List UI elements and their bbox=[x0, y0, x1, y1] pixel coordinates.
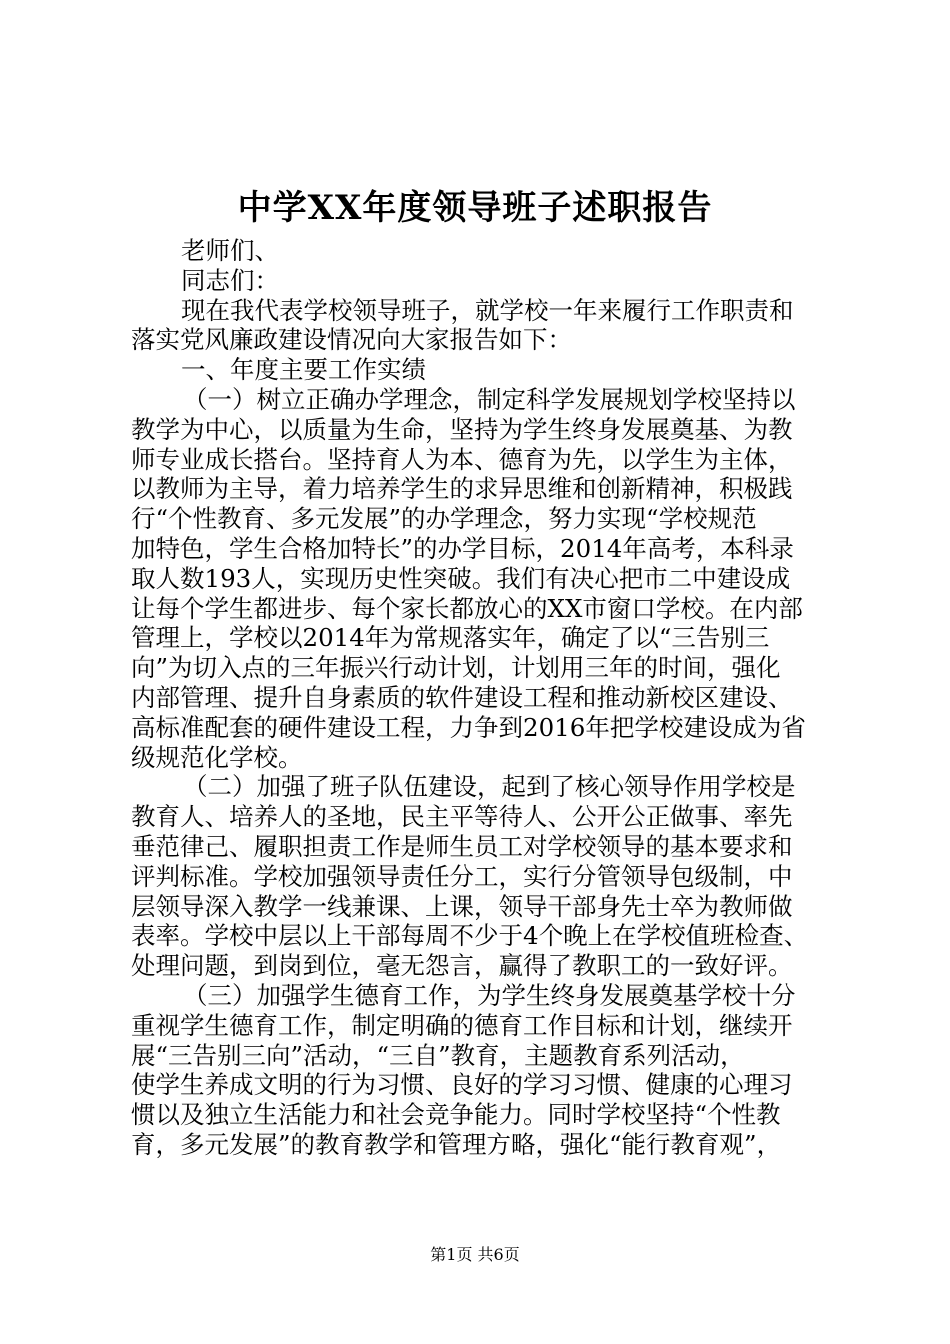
paragraph-line: 惯以及独立生活能力和社会竞争能力。同时学校坚持“个性教 bbox=[131, 1100, 781, 1130]
paragraph-line: 加特色，学生合格加特长”的办学目标，2014年高考，本科录 bbox=[131, 533, 794, 563]
paragraph-line: 表率。学校中层以上干部每周不少于4个晚上在学校值班检查、 bbox=[131, 921, 809, 951]
paragraph-line: 评判标准。学校加强领导责任分工，实行分管领导包级制，中 bbox=[131, 861, 793, 891]
document-body bbox=[131, 236, 831, 1160]
paragraph-line: 教育人、培养人的圣地，民主平等待人、公开公正做事、率先 bbox=[131, 802, 793, 832]
salutation-line: 老师们、 bbox=[181, 236, 279, 265]
paragraph-line: 取人数193人，实现历史性突破。我们有决心把市二中建设成 bbox=[131, 563, 791, 593]
paragraph-line: 级规范化学校。 bbox=[131, 742, 303, 772]
paragraph-line: 落实党风廉政建设情况向大家报告如下： bbox=[131, 325, 572, 355]
paragraph-line: 教学为中心，以质量为生命，坚持为学生终身发展奠基、为教 bbox=[131, 414, 793, 444]
paragraph-line: 现在我代表学校领导班子，就学校一年来履行工作职责和 bbox=[181, 295, 794, 325]
paragraph-line: （三）加强学生德育工作，为学生终身发展奠基学校十分 bbox=[183, 980, 796, 1010]
paragraph-line: 高标准配套的硬件建设工程，力争到2016年把学校建设成为省 bbox=[131, 712, 806, 742]
page-footer: 第1页 共6页 bbox=[430, 1245, 520, 1264]
paragraph-line: 管理上，学校以2014年为常规落实年，确定了以“三告别三 bbox=[131, 623, 770, 653]
section-heading: 一、年度主要工作实绩 bbox=[181, 355, 426, 385]
paragraph-line: 育，多元发展”的教育教学和管理方略，强化“能行教育观”， bbox=[131, 1129, 782, 1159]
paragraph-line: 向”为切入点的三年振兴行动计划，计划用三年的时间，强化 bbox=[131, 653, 781, 683]
paragraph-line: 处理问题，到岗到位，毫无怨言，赢得了教职工的一致好评。 bbox=[131, 951, 793, 981]
paragraph-line: 行“个性教育、多元发展”的办学理念，努力实现“学校规范 bbox=[131, 504, 757, 534]
paragraph-line: 以教师为主导，着力培养学生的求异思维和创新精神，积极践 bbox=[131, 474, 793, 504]
paragraph-line: 使学生养成文明的行为习惯、良好的学习习惯、健康的心理习 bbox=[131, 1070, 793, 1100]
paragraph-line: 重视学生德育工作，制定明确的德育工作目标和计划，继续开 bbox=[131, 1010, 793, 1040]
document-title: 中学XX年度领导班子述职报告 bbox=[237, 188, 713, 228]
paragraph-line: （一）树立正确办学理念，制定科学发展规划学校坚持以 bbox=[183, 384, 796, 414]
paragraph-line: 师专业成长搭台。坚持育人为本、德育为先，以学生为主体， bbox=[131, 444, 793, 474]
paragraph-line: 垂范律己、履职担责工作是师生员工对学校领导的基本要求和 bbox=[131, 831, 793, 861]
paragraph-line: 层领导深入教学一线兼课、上课，领导干部身先士卒为教师做 bbox=[131, 891, 793, 921]
paragraph-line: 让每个学生都进步、每个家长都放心的XX市窗口学校。在内部 bbox=[131, 593, 803, 623]
salutation-line: 同志们： bbox=[181, 265, 279, 295]
paragraph-line: 展“三告别三向”活动，“三自”教育，主题教育系列活动， bbox=[131, 1040, 745, 1070]
paragraph-line: 内部管理、提升自身素质的软件建设工程和推动新校区建设、 bbox=[131, 682, 793, 712]
paragraph-line: （二）加强了班子队伍建设，起到了核心领导作用学校是 bbox=[183, 772, 796, 802]
